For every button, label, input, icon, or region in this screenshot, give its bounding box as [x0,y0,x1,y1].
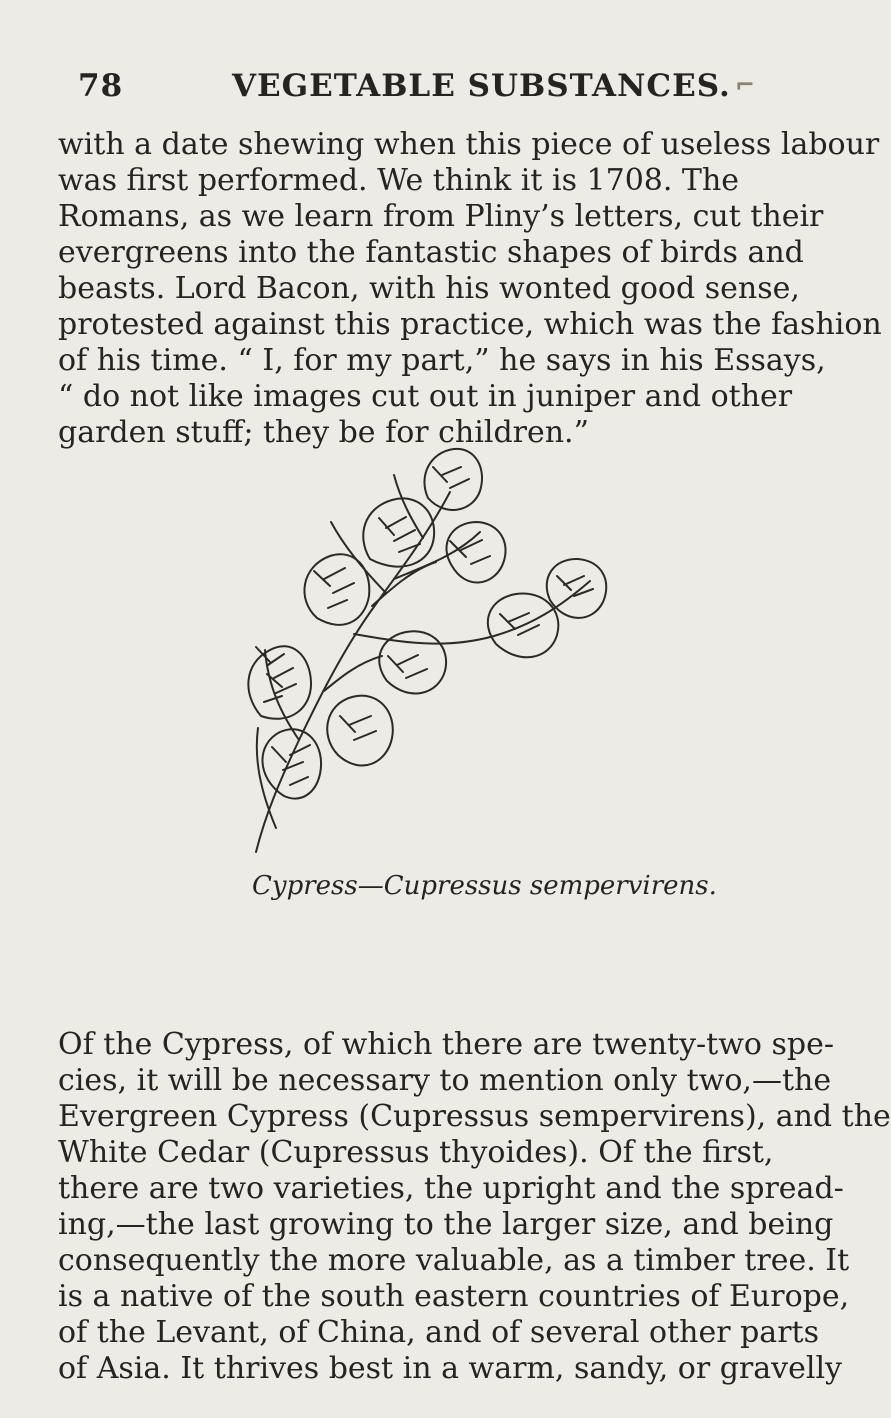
text-line: White Cedar (Cupressus thyoides). Of the first, [58,1135,774,1170]
foliage-cluster [424,449,482,510]
text-line: was first performed. We think it is 1708. The [58,163,740,198]
text-line: “ do not like images cut out in juniper and other [58,379,793,414]
branch-top [394,475,423,538]
page-number: 78 [78,68,124,104]
text-line: Evergreen Cypress (Cupressus sempervirens), and the [58,1099,891,1134]
foliage-cluster [262,729,321,798]
text-line: Romans, as we learn from Pliny’s letters, cut their [58,199,824,234]
needle-sprays [264,467,593,785]
running-title: VEGETABLE SUBSTANCES. [232,68,731,104]
foliage-cluster [363,498,434,566]
bottom-paragraph [58,1027,891,1387]
figure-caption: Cypress—Cupressus sempervirens. [252,871,717,901]
text-line: ing,—the last growing to the larger size, and being [58,1207,834,1242]
text-line: cies, it will be necessary to mention only two,—the [58,1063,832,1098]
foliage-cluster [379,631,446,693]
text-line: beasts. Lord Bacon, with his wonted good sense, [58,271,800,306]
text-line: of his time. “ I, for my part,” he says in his Essays, [58,343,826,378]
text-line: is a native of the south eastern countries of Europe, [58,1279,850,1314]
foliage-cluster [547,559,607,618]
page-header [78,68,768,108]
text-line: of Asia. It thrives best in a warm, sandy, or gravelly [58,1351,842,1386]
text-line: consequently the more valuable, as a timber tree. It [58,1243,850,1278]
text-line: there are two varieties, the upright and the spread- [58,1171,844,1206]
text-line: of the Levant, of China, and of several other parts [58,1315,819,1350]
foliage-cluster [446,522,505,583]
foliage-cluster [327,696,393,766]
text-line: with a date shewing when this piece of useless labour [58,127,880,162]
ink-mark-icon: ⌐ [734,70,756,99]
cypress-illustration [198,440,634,862]
text-line: Of the Cypress, of which there are twenty-two spe- [58,1027,834,1062]
top-paragraph [58,127,882,451]
branch-center-high [372,562,436,606]
text-line: evergreens into the fantastic shapes of birds and [58,235,804,270]
text-line: garden stuff; they be for children.” [58,415,589,450]
text-line: protested against this practice, which was the fashion [58,307,882,342]
branch-left-upper [331,522,386,593]
branch-right-upper [394,532,480,579]
